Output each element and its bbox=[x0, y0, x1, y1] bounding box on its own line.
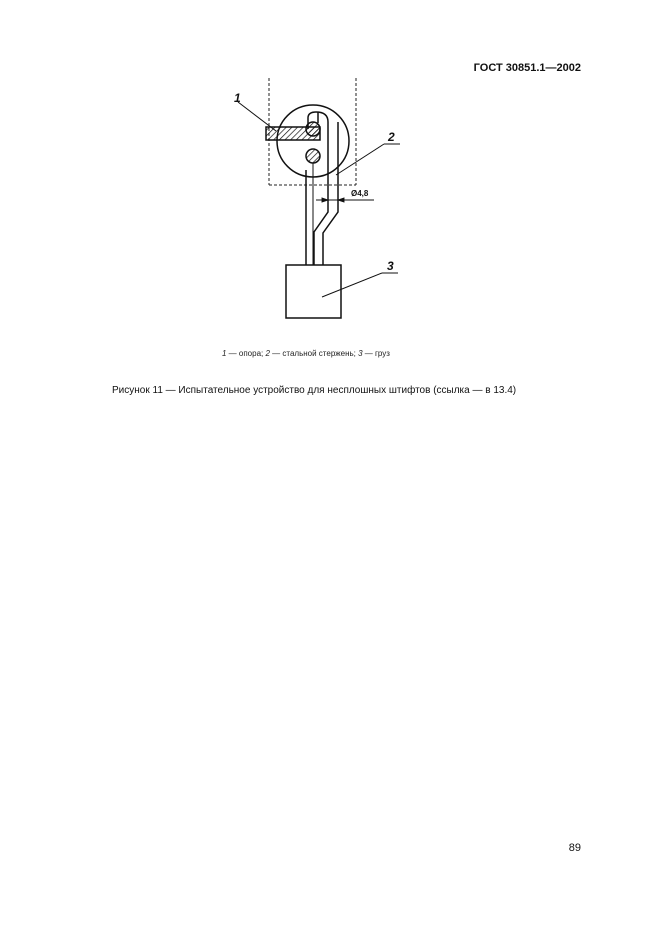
page-number: 89 bbox=[568, 842, 581, 854]
legend-number-1: 1 bbox=[222, 349, 227, 358]
callout-2-label: 2 bbox=[388, 130, 395, 144]
pin-section-bottom bbox=[306, 149, 320, 163]
legend-number-2: 2 bbox=[265, 349, 270, 358]
legend-text-2: — стальной стержень; bbox=[269, 349, 359, 358]
callout-1-leader bbox=[238, 102, 276, 131]
legend-number-3: 3 bbox=[358, 349, 363, 358]
legend-text-3: — груз bbox=[362, 349, 390, 358]
figure-drawing bbox=[0, 0, 661, 340]
test-device-drawing bbox=[0, 0, 661, 340]
diameter-dimension bbox=[316, 198, 374, 202]
weight bbox=[286, 265, 341, 318]
figure-caption: Рисунок 11 — Испытательное устройство для несплошных штифтов (ссылка — в 13.4) bbox=[112, 385, 517, 396]
callout-3-leader bbox=[322, 273, 382, 297]
callout-1-label: 1 bbox=[234, 91, 241, 105]
dimension-label: Ø4,8 bbox=[351, 189, 369, 198]
callout-3-label: 3 bbox=[387, 259, 394, 273]
standard-designation: ГОСТ 30851.1—2002 bbox=[473, 62, 581, 74]
figure-legend bbox=[222, 349, 390, 358]
legend-text-1: — опора; bbox=[226, 349, 266, 358]
